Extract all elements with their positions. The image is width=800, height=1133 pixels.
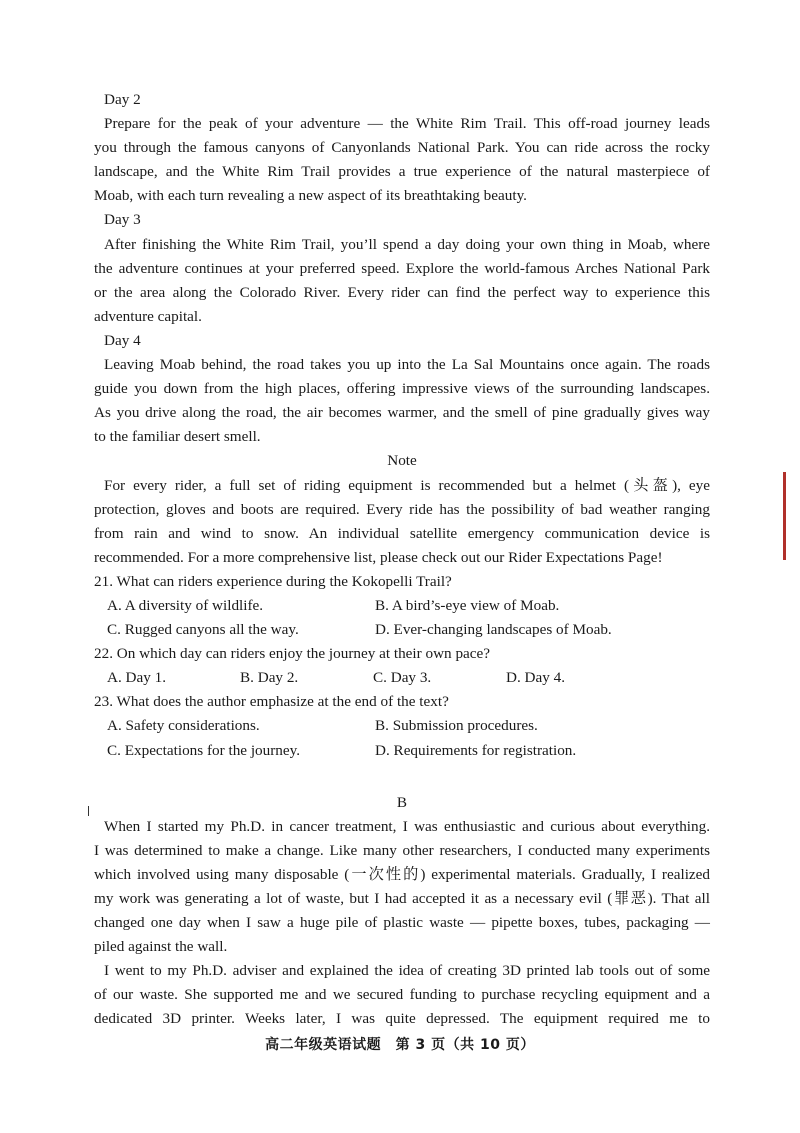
paragraph — [94, 112, 710, 208]
paragraph-line: After finishing the White Rim Trail, you’ll spend a day doing your own thing in Moab, where — [104, 235, 710, 253]
question-stem: 23. What does the author emphasize at the end of the text? — [94, 693, 449, 711]
answer-option: B. Submission procedures. — [375, 717, 538, 735]
paragraph-line: Moab, with each turn revealing a new aspect of its breathtaking beauty. — [94, 187, 527, 205]
question-stem: 22. On which day can riders enjoy the journey at their own pace? — [94, 645, 491, 663]
answer-options — [94, 666, 710, 690]
answer-option: C. Expectations for the journey. — [107, 741, 301, 759]
answer-option: C. Day 3. — [373, 669, 432, 687]
answer-option: A. Day 1. — [107, 669, 167, 687]
paragraph-line: Leaving Moab behind, the road takes you up into the La Sal Mountains once again. The roads — [104, 356, 710, 374]
paragraph-line: from rain and wind to snow. An individual satellite emergency communication device is — [94, 524, 710, 542]
section-heading: Day 2 — [104, 91, 141, 108]
spacer — [94, 763, 710, 791]
answer-option: C. Rugged canyons all the way. — [107, 621, 299, 639]
answer-option: D. Ever-changing landscapes of Moab. — [375, 621, 612, 639]
section-heading: Day 3 — [104, 211, 141, 229]
paragraph-line: to the familiar desert smell. — [94, 428, 261, 446]
pen-mark — [88, 806, 89, 816]
paragraph — [94, 353, 710, 449]
paragraph-line: I went to my Ph.D. adviser and explained the idea of creating 3D printed lab tools out of some — [104, 962, 710, 980]
answer-option: B. A bird’s-eye view of Moab. — [375, 596, 560, 614]
section-heading: Day 4 — [104, 331, 141, 349]
paragraph — [94, 474, 710, 570]
page-footer: 高二年级英语试题 第 3 页（共 10 页） — [265, 1037, 535, 1053]
paragraph-line: I was determined to make a change. Like many other researchers, I conducted many experiments — [94, 841, 710, 859]
paragraph-line: When I started my Ph.D. in cancer treatment, I was enthusiastic and curious about everything. — [104, 817, 710, 835]
paragraph — [94, 233, 710, 329]
paragraph-line: or the area along the Colorado River. Every rider can find the perfect way to experience this — [94, 283, 710, 301]
paragraph-line: adventure capital. — [94, 307, 202, 325]
paragraph-line: For every rider, a full set of riding equipment is recommended but a helmet (头盔), eye — [104, 476, 710, 494]
answer-option: B. Day 2. — [240, 669, 299, 687]
answer-options — [94, 739, 710, 763]
paragraph-line: the adventure continues at your preferred speed. Explore the world-famous Arches National Park — [94, 259, 710, 277]
answer-options — [94, 714, 710, 738]
paragraph-line: protection, gloves and boots are required. Every ride has the possibility of bad weather ranging — [94, 500, 710, 518]
paragraph-line: As you drive along the road, the air becomes warmer, and the smell of pine gradually gives way — [94, 404, 710, 422]
answer-option: D. Day 4. — [506, 669, 566, 687]
paragraph-line: which involved using many disposable (一次性的) experimental materials. Gradually, I realized — [94, 865, 710, 883]
paragraph-line: my work was generating a lot of waste, but I had accepted it as a necessary evil (罪恶). That all — [94, 890, 710, 907]
centered-heading: B — [396, 793, 408, 811]
question-stem: 21. What can riders experience during the Kokopelli Trail? — [94, 572, 452, 590]
paragraph-line: guide you down from the high places, offering impressive views of the surrounding landscapes. — [94, 380, 710, 398]
paragraph — [94, 815, 710, 960]
answer-option: A. Safety considerations. — [107, 717, 260, 735]
exam-page-text — [94, 88, 710, 1032]
answer-option: A. A diversity of wildlife. — [107, 596, 264, 614]
paragraph-line: dedicated 3D printer. Weeks later, I was quite depressed. The equipment required me to — [94, 1010, 710, 1028]
paragraph-line: of our waste. She supported me and we secured funding to purchase recycling equipment and a — [94, 986, 710, 1004]
centered-heading: Note — [387, 452, 417, 470]
paragraph-line: piled against the wall. — [94, 938, 228, 956]
margin-mark — [783, 472, 786, 560]
paragraph-line: Prepare for the peak of your adventure — the White Rim Trail. This off-road journey leads — [104, 115, 710, 133]
answer-options — [94, 618, 710, 642]
paragraph-line: landscape, and the White Rim Trail provides a true experience of the natural masterpiece of — [94, 163, 710, 181]
answer-option: D. Requirements for registration. — [375, 741, 577, 759]
paragraph — [94, 959, 710, 1031]
answer-options — [94, 594, 710, 618]
paragraph-line: you through the famous canyons of Canyonlands National Park. You can ride across the rocky — [94, 139, 710, 157]
paragraph-line: recommended. For a more comprehensive list, please check out our Rider Expectations Page! — [94, 548, 663, 566]
paragraph-line: changed one day when I saw a huge pile of plastic waste — pipette boxes, tubes, packaging — — [94, 914, 710, 932]
